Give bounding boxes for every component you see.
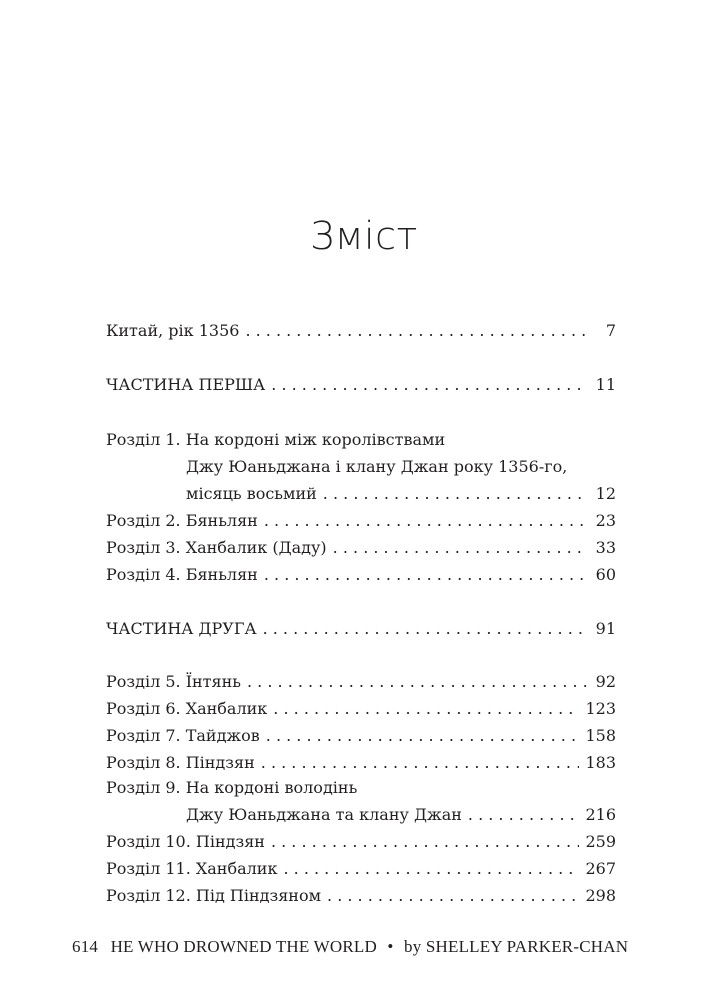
dot-leader xyxy=(283,858,579,880)
dot-leader xyxy=(266,725,580,747)
toc-entry-page: 12 xyxy=(595,484,616,503)
dot-leader xyxy=(468,804,580,826)
toc-entry-label: Розділ 4. Бяньлян xyxy=(106,565,258,584)
toc-entry-page: 183 xyxy=(585,753,616,772)
toc-entry-part-2[interactable] xyxy=(106,618,616,640)
toc-entry-page: 11 xyxy=(595,375,616,394)
toc-entry-label: Розділ 2. Бяньлян xyxy=(106,511,258,530)
toc-entry-label: Розділ 3. Ханбалик (Даду) xyxy=(106,538,327,557)
toc-entry-chapter-1-line-2[interactable]: Джу Юаньджана і клану Джан року 1356-го, xyxy=(186,457,568,476)
toc-entry-chapter-8[interactable] xyxy=(106,752,616,774)
toc-entry-page: 91 xyxy=(595,619,616,638)
dot-leader xyxy=(323,483,588,505)
dot-leader xyxy=(264,564,588,586)
toc-entry-part-1[interactable] xyxy=(106,374,616,396)
dot-leader xyxy=(271,374,588,396)
toc-entry-label: ЧАСТИНА ДРУГА xyxy=(106,619,257,638)
toc-entry-chapter-6[interactable] xyxy=(106,698,616,720)
dot-leader xyxy=(247,671,588,693)
toc-entry-chapter-1-line-1[interactable]: Розділ 1. На кордоні між королівствами xyxy=(106,430,446,449)
bullet-separator: • xyxy=(387,937,394,956)
toc-entry-label: місяць восьмий xyxy=(186,484,317,503)
running-footer xyxy=(72,937,628,957)
book-title: HE WHO DROWNED THE WORLD xyxy=(110,937,377,956)
page-title: Зміст xyxy=(310,214,418,258)
page-number: 614 xyxy=(72,937,99,956)
toc-entry-page: 158 xyxy=(585,726,616,745)
author-name: by SHELLEY PARKER-CHAN xyxy=(404,937,629,956)
dot-leader xyxy=(273,698,579,720)
dot-leader xyxy=(264,510,588,532)
toc-entry-chapter-9[interactable] xyxy=(186,804,616,826)
toc-entry-label: Розділ 10. Піндзян xyxy=(106,832,265,851)
toc-entry-chapter-2[interactable] xyxy=(106,510,616,532)
toc-entry-page: 267 xyxy=(585,859,616,878)
toc-entry-page: 33 xyxy=(595,538,616,557)
toc-entry-page: 23 xyxy=(595,511,616,530)
toc-entry-label: Розділ 12. Під Піндзяном xyxy=(106,886,322,905)
toc-entry-label: Розділ 8. Піндзян xyxy=(106,753,255,772)
toc-entry-label: Китай, рік 1356 xyxy=(106,321,240,340)
toc-entry-page: 216 xyxy=(585,805,616,824)
toc-entry-chapter-9-line-1[interactable]: Розділ 9. На кордоні володінь xyxy=(106,778,358,797)
dot-leader xyxy=(245,320,588,342)
toc-entry-label: Розділ 6. Ханбалик xyxy=(106,699,268,718)
dot-leader xyxy=(327,885,579,907)
toc-entry-page: 60 xyxy=(595,565,616,584)
toc-entry-chapter-12[interactable] xyxy=(106,885,616,907)
dot-leader xyxy=(333,537,588,559)
dot-leader xyxy=(263,618,588,640)
toc-entry-page: 7 xyxy=(605,321,616,340)
toc-entry-label: Джу Юаньджана та клану Джан xyxy=(186,805,462,824)
toc-entry-label: Розділ 5. Їнтянь xyxy=(106,672,241,691)
toc-entry-chapter-1[interactable] xyxy=(186,483,616,505)
toc-entry-label: ЧАСТИНА ПЕРША xyxy=(106,375,266,394)
toc-entry-page: 298 xyxy=(585,886,616,905)
toc-entry-chapter-7[interactable] xyxy=(106,725,616,747)
dot-leader xyxy=(271,831,580,853)
toc-entry-chapter-3[interactable] xyxy=(106,537,616,559)
toc-entry-page: 123 xyxy=(585,699,616,718)
toc-entry-label: Розділ 11. Ханбалик xyxy=(106,859,278,878)
toc-entry-chapter-10[interactable] xyxy=(106,831,616,853)
toc-entry-page: 259 xyxy=(585,832,616,851)
toc-entry-chapter-4[interactable] xyxy=(106,564,616,586)
toc-entry-page: 92 xyxy=(595,672,616,691)
toc-entry-label: Розділ 7. Тайджов xyxy=(106,726,260,745)
toc-entry-china[interactable] xyxy=(106,320,616,342)
toc-entry-chapter-11[interactable] xyxy=(106,858,616,880)
toc-entry-chapter-5[interactable] xyxy=(106,671,616,693)
dot-leader xyxy=(261,752,580,774)
